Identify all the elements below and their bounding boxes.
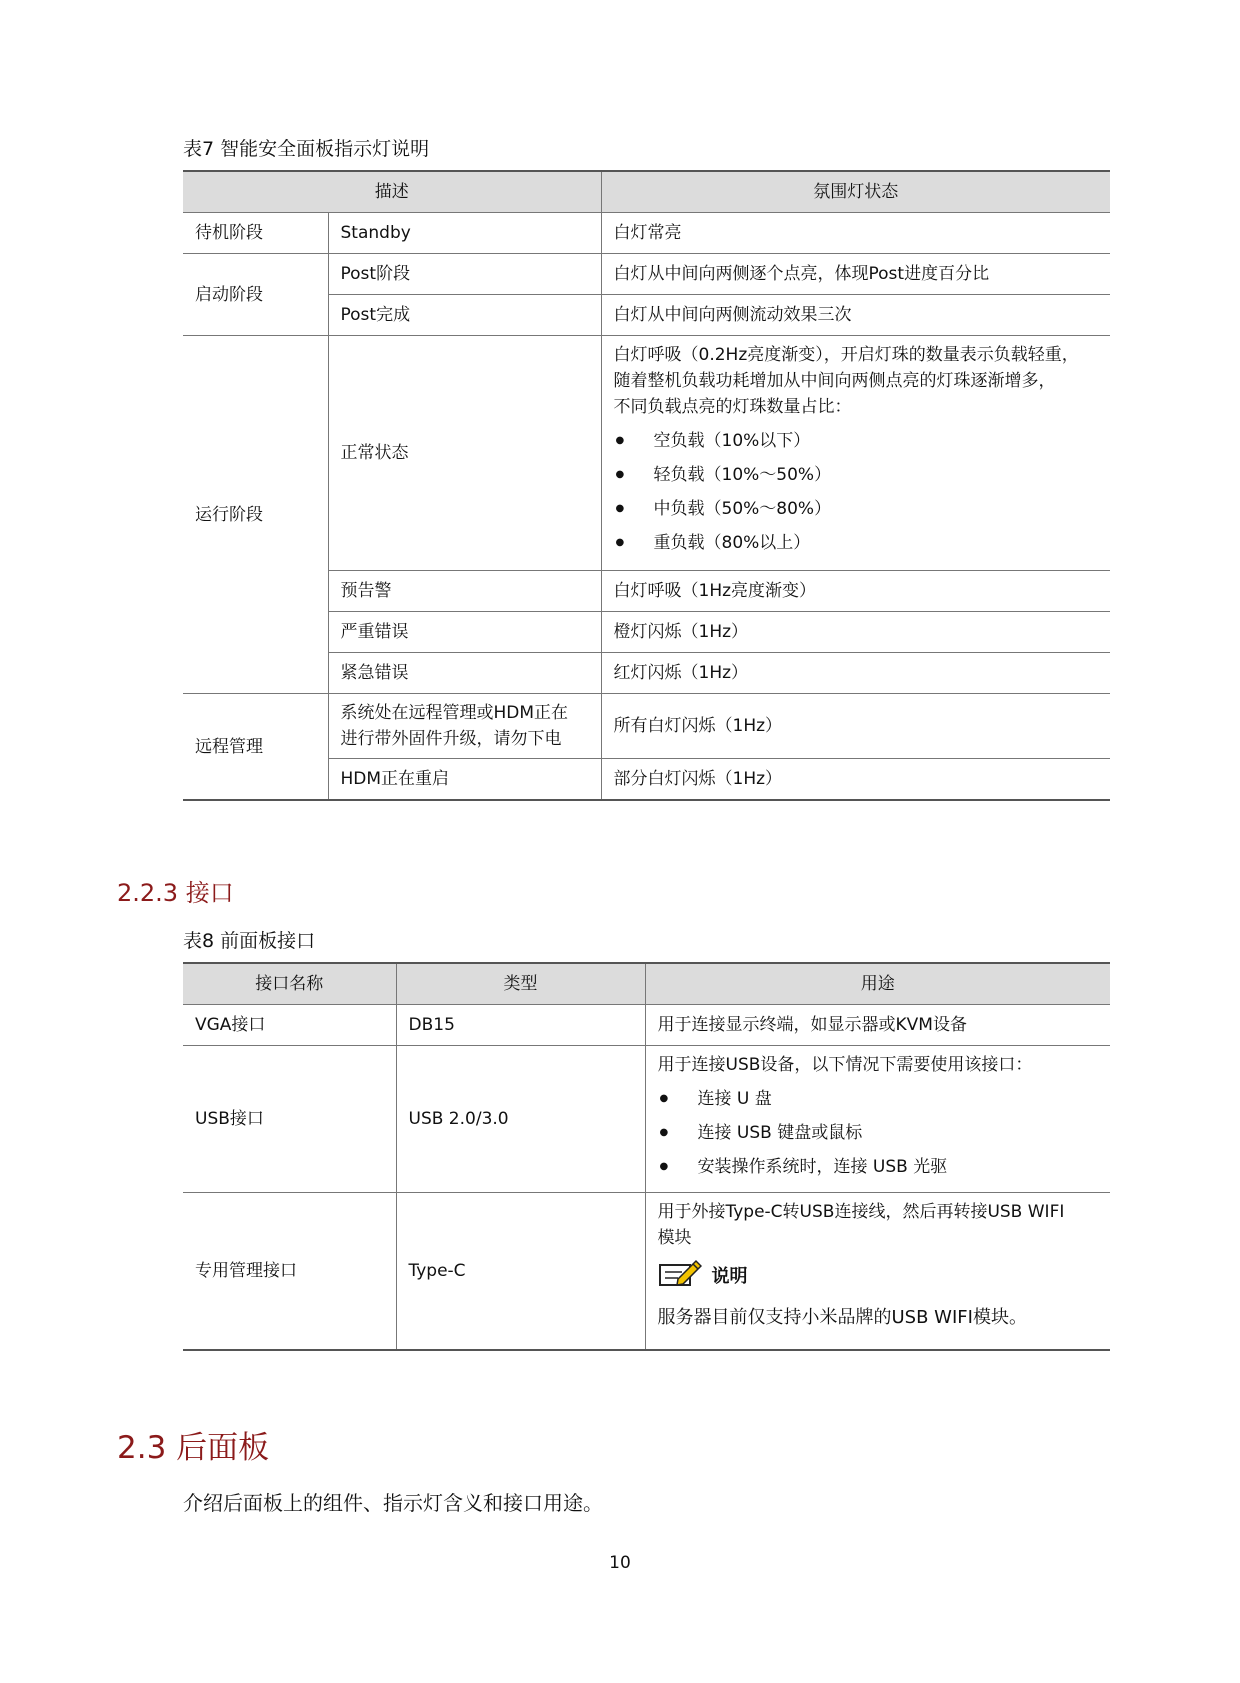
- normal-desc-line2: 随着整机负载功耗增加从中间向两侧点亮的灯珠逐渐增多，: [613, 371, 1056, 391]
- section-heading-rear-panel: 2.3 后面板: [117, 1430, 270, 1466]
- table8-header-use: 用途: [645, 963, 1110, 1005]
- mgmt-use-line1: 用于外接Type-C转USB连接线，然后再转接USB WIFI: [657, 1202, 1065, 1222]
- status-post-done: 白灯从中间向两侧流动效果三次: [601, 295, 1110, 336]
- table8-header-type: 类型: [396, 963, 645, 1005]
- list-item: ● 重负载（80%以上）: [614, 526, 1099, 560]
- note-text: 服务器目前仅支持小米品牌的USB WIFI模块。: [657, 1307, 1027, 1328]
- list-item: ● 安装操作系统时，连接 USB 光驱: [658, 1150, 1099, 1184]
- note-title: 说明: [711, 1266, 748, 1287]
- sub-post-done: Post完成: [328, 295, 601, 336]
- list-item: ● 轻负载（10%～50%）: [614, 458, 1099, 492]
- sub-prewarn: 预告警: [328, 571, 601, 612]
- status-standby: 白灯常亮: [601, 213, 1110, 254]
- table8-caption: 表8 前面板接口: [183, 930, 316, 952]
- status-prewarn: 白灯呼吸（1Hz亮度渐变）: [601, 571, 1110, 612]
- name-usb: USB接口: [183, 1046, 396, 1193]
- normal-desc-line3: 不同负载点亮的灯珠数量占比：: [613, 397, 852, 417]
- name-mgmt: 专用管理接口: [183, 1193, 396, 1351]
- table7-header-desc: 描述: [183, 171, 601, 213]
- sub-severe: 严重错误: [328, 612, 601, 653]
- stage-boot: 启动阶段: [183, 254, 328, 336]
- stage-standby: 待机阶段: [183, 213, 328, 254]
- status-upgrade: 所有白灯闪烁（1Hz）: [601, 694, 1110, 759]
- use-mgmt: [645, 1193, 1110, 1351]
- note-pencil-icon: [658, 1257, 702, 1297]
- table8: [183, 962, 1110, 1351]
- list-item: ● 连接 USB 键盘或鼠标: [658, 1116, 1099, 1150]
- table8-header-name: 接口名称: [183, 963, 396, 1005]
- upgrade-line1: 系统处在远程管理或HDM正在: [340, 703, 569, 723]
- use-usb: [645, 1046, 1110, 1193]
- list-item: ● 空负载（10%以下）: [614, 424, 1099, 458]
- list-item: ● 中负载（50%～80%）: [614, 492, 1099, 526]
- usb-case-list: [658, 1082, 1099, 1184]
- use-vga: 用于连接显示终端，如显示器或KVM设备: [645, 1005, 1110, 1046]
- mgmt-use-line2: 模块: [657, 1228, 692, 1248]
- list-item: ● 连接 U 盘: [658, 1082, 1099, 1116]
- note-header: [658, 1257, 1099, 1297]
- type-usb: USB 2.0/3.0: [396, 1046, 645, 1193]
- sub-post-stage: Post阶段: [328, 254, 601, 295]
- stage-remote: 远程管理: [183, 694, 328, 801]
- status-reboot: 部分白灯闪烁（1Hz）: [601, 759, 1110, 801]
- sub-standby: Standby: [328, 213, 601, 254]
- stage-running: 运行阶段: [183, 336, 328, 694]
- type-mgmt: Type-C: [396, 1193, 645, 1351]
- status-post-stage: 白灯从中间向两侧逐个点亮，体现Post进度百分比: [601, 254, 1110, 295]
- table7-header-status: 氛围灯状态: [601, 171, 1110, 213]
- status-normal: [601, 336, 1110, 571]
- normal-desc-line1: 白灯呼吸（0.2Hz亮度渐变），开启灯珠的数量表示负载轻重，: [613, 345, 1079, 365]
- status-urgent: 红灯闪烁（1Hz）: [601, 653, 1110, 694]
- status-severe: 橙灯闪烁（1Hz）: [601, 612, 1110, 653]
- page-number: 10: [609, 1553, 631, 1573]
- usb-use-text: 用于连接USB设备，以下情况下需要使用该接口：: [657, 1055, 1033, 1075]
- intro-paragraph: 介绍后面板上的组件、指示灯含义和接口用途。: [183, 1491, 603, 1515]
- section-heading-interfaces: 2.2.3 接口: [117, 879, 234, 907]
- name-vga: VGA接口: [183, 1005, 396, 1046]
- sub-normal: 正常状态: [328, 336, 601, 571]
- load-list: [614, 424, 1099, 560]
- sub-upgrade: [328, 694, 601, 759]
- table7-caption: 表7 智能安全面板指示灯说明: [183, 138, 430, 160]
- sub-reboot: HDM正在重启: [328, 759, 601, 801]
- type-vga: DB15: [396, 1005, 645, 1046]
- upgrade-line2: 进行带外固件升级，请勿下电: [340, 729, 562, 749]
- table7: [183, 170, 1110, 801]
- sub-urgent: 紧急错误: [328, 653, 601, 694]
